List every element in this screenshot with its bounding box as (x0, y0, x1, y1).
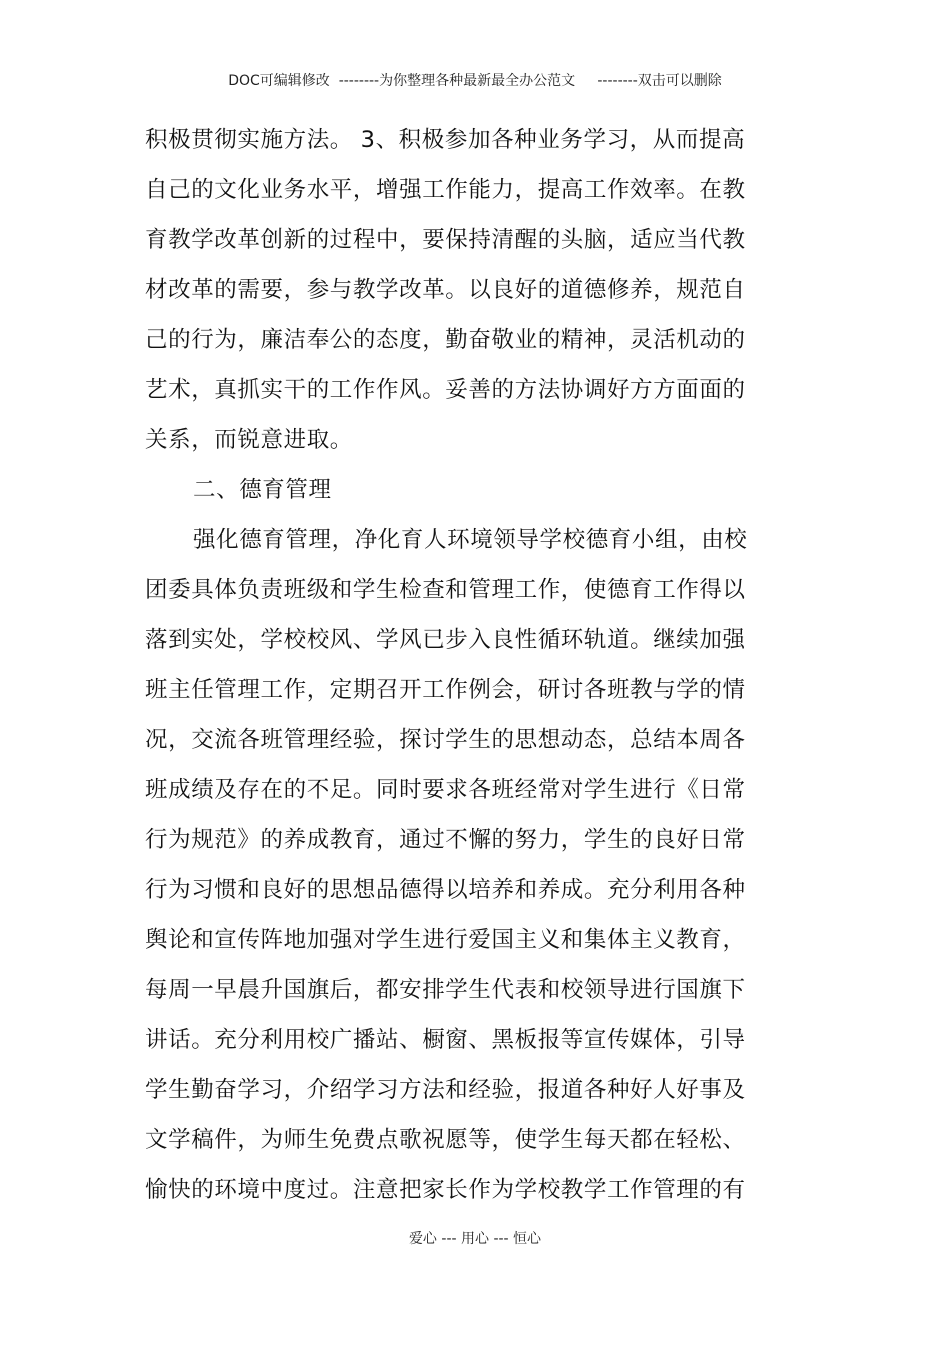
page-header: DOC可编辑修改 --------为你整理各种最新最全办公范文 --------双击可以删除 (228, 73, 722, 89)
text-line: 每周一早晨升国旗后，都安排学生代表和校领导进行国旗下 (145, 977, 746, 1003)
text-line: 况，交流各班管理经验，探讨学生的思想动态，总结本周各 (145, 727, 746, 753)
text-line: 文学稿件，为师生免费点歌祝愿等，使学生每天都在轻松、 (145, 1127, 746, 1153)
text-line: 己的行为，廉洁奉公的态度，勤奋敬业的精神，灵活机动的 (145, 327, 746, 353)
text-line: 班主任管理工作，定期召开工作例会，研讨各班教与学的情 (145, 677, 746, 703)
text-line: 自己的文化业务水平，增强工作能力，提高工作效率。在教 (145, 177, 746, 203)
text-line: 班成绩及存在的不足。同时要求各班经常对学生进行《日常 (145, 777, 746, 803)
text-line: 落到实处，学校校风、学风已步入良性循环轨道。继续加强 (145, 627, 746, 653)
text-line: 艺术，真抓实干的工作作风。妥善的方法协调好方方面面的 (145, 377, 746, 403)
text-line: 行为规范》的养成教育，通过不懈的努力，学生的良好日常 (145, 827, 746, 853)
text-line: 舆论和宣传阵地加强对学生进行爱国主义和集体主义教育， (145, 927, 746, 953)
text-line: 积极贯彻实施方法。 3、积极参加各种业务学习，从而提高 (145, 127, 746, 153)
document-body (145, 115, 785, 1215)
text-line: 团委具体负责班级和学生检查和管理工作，使德育工作得以 (145, 577, 746, 603)
text-line: 强化德育管理，净化育人环境领导学校德育小组，由校 (193, 527, 748, 553)
text-line: 学生勤奋学习，介绍学习方法和经验，报道各种好人好事及 (145, 1077, 746, 1103)
section-heading: 二、德育管理 (193, 477, 332, 503)
text-line: 关系，而锐意进取。 (145, 427, 353, 453)
text-line: 行为习惯和良好的思想品德得以培养和养成。充分利用各种 (145, 877, 746, 903)
text-line: 育教学改革创新的过程中，要保持清醒的头脑，适应当代教 (145, 227, 746, 253)
text-line: 材改革的需要，参与教学改革。以良好的道德修养，规范自 (145, 277, 746, 303)
text-line: 讲话。充分利用校广播站、橱窗、黑板报等宣传媒体，引导 (145, 1027, 746, 1053)
text-line: 愉快的环境中度过。注意把家长作为学校教学工作管理的有 (145, 1177, 746, 1203)
page-footer: 爱心 --- 用心 --- 恒心 (408, 1231, 542, 1247)
